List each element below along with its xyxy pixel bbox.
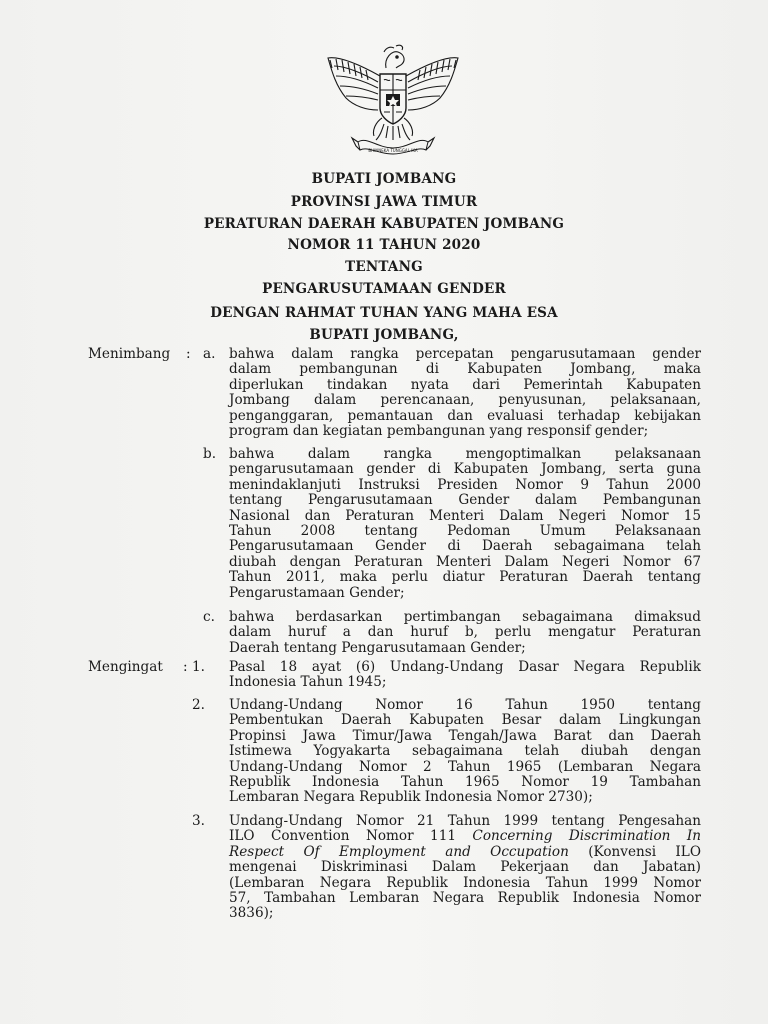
text-line: Undang-Undang Nomor 2 Tahun 1965 (Lembaran Negara: [229, 758, 701, 775]
mengingat-colon: :: [183, 659, 188, 675]
header-regulation-number: NOMOR 11 TAHUN 2020: [287, 237, 481, 253]
menimbang-item-b-text: [229, 447, 701, 601]
header-regent-salutation: BUPATI JOMBANG,: [309, 327, 459, 343]
mengingat-item-2-marker: 2.: [192, 697, 205, 713]
text-line: tentang Pengarusutamaan Gender dalam Pembangunan: [229, 492, 701, 509]
mengingat-label: Mengingat: [88, 659, 163, 675]
emblem-motto: BHINNEKA TUNGGAL IKA: [368, 148, 418, 154]
text-line: diperlukan tindakan nyata dari Pemerintah Kabupaten: [229, 376, 701, 393]
text-line: Republik Indonesia Tahun 1965 Nomor 19 Tambahan: [229, 774, 701, 791]
text-line: Undang-Undang Nomor 16 Tahun 1950 tentang: [229, 697, 701, 713]
text-line: Pasal 18 ayat (6) Undang-Undang Dasar Negara Republik: [229, 659, 701, 675]
header-regulation-title: PERATURAN DAERAH KABUPATEN JOMBANG: [203, 216, 565, 232]
text-line: Propinsi Jawa Timur/Jawa Tengah/Jawa Barat dan Daerah: [229, 727, 701, 744]
text-line: Pembentukan Daerah Kabupaten Besar dalam Lingkungan: [229, 712, 701, 729]
garuda-pancasila-emblem-icon: [322, 38, 464, 156]
menimbang-item-a-text: [229, 347, 701, 439]
text-line: [229, 845, 701, 860]
mengingat-item-2-text: [229, 698, 701, 806]
menimbang-label: Menimbang: [88, 346, 171, 362]
header-subject: PENGARUSUTAMAAN GENDER: [262, 281, 506, 297]
text-line: [229, 829, 701, 844]
text-line: dalam huruf a dan huruf b, perlu mengatur Peraturan: [229, 624, 701, 641]
mengingat-item-1-marker: 1.: [192, 659, 205, 675]
text-segment: (Konvensi ILO: [568, 843, 701, 860]
text-line: mengenai Diskriminasi Dalam Pekerjaan dan Jabatan): [229, 859, 701, 876]
text-line: Pengarusutamaan Gender di Daerah sebagaimana telah: [229, 538, 701, 555]
text-line: menindaklanjuti Instruksi Presiden Nomor 9 Tahun 2000: [229, 476, 701, 493]
text-line: bahwa dalam rangka mengoptimalkan pelaksanaan: [229, 446, 701, 462]
menimbang-item-c-marker: c.: [203, 609, 215, 625]
text-line: bahwa berdasarkan pertimbangan sebagaimana dimaksud: [229, 609, 701, 625]
text-line: Tahun 2011, maka perlu diatur Peraturan Daerah tentang: [229, 569, 701, 586]
text-line: Indonesia Tahun 1945;: [229, 674, 387, 691]
text-line: program dan kegiatan pembangunan yang responsif gender;: [229, 423, 649, 440]
text-line: Daerah tentang Pengarusutamaan Gender;: [229, 639, 526, 656]
menimbang-colon: :: [186, 346, 191, 362]
text-line: (Lembaran Negara Republik Indonesia Tahun 1999 Nomor: [229, 874, 701, 891]
mengingat-item-3-text: [229, 814, 701, 922]
text-line: bahwa dalam rangka percepatan pengarusutamaan gender: [229, 346, 701, 362]
header-about: TENTANG: [345, 259, 423, 275]
menimbang-item-c-text: [229, 610, 701, 656]
mengingat-item-1-text: [229, 660, 701, 691]
text-line: Pengarustamaan Gender;: [229, 584, 405, 601]
menimbang-item-b-marker: b.: [203, 446, 217, 462]
text-line: dalam pembangunan di Kabupaten Jombang, maka: [229, 361, 701, 378]
italic-segment: Concerning Discrimination In: [472, 828, 701, 845]
menimbang-item-a-marker: a.: [203, 346, 216, 362]
italic-segment: Respect Of Employment and Occupation: [229, 843, 569, 860]
text-line: Jombang dalam perencanaan, penyusunan, pelaksanaan,: [229, 392, 701, 409]
header-province: PROVINSI JAWA TIMUR: [290, 194, 478, 210]
text-line: Nasional dan Peraturan Menteri Dalam Negeri Nomor 15: [229, 507, 701, 524]
text-line: Tahun 2008 tentang Pedoman Umum Pelaksanaan: [229, 523, 701, 540]
header-invocation: DENGAN RAHMAT TUHAN YANG MAHA ESA: [210, 305, 558, 321]
text-line: diubah dengan Peraturan Menteri Dalam Negeri Nomor 67: [229, 553, 701, 570]
mengingat-item-3-marker: 3.: [192, 813, 205, 829]
text-line: 3836);: [229, 905, 274, 922]
text-line: penganggaran, pemantauan dan evaluasi terhadap kebijakan: [229, 407, 701, 424]
text-line: Istimewa Yogyakarta sebagaimana telah diubah dengan: [229, 743, 701, 760]
header-regent-title: BUPATI JOMBANG: [311, 171, 457, 187]
text-line: Undang-Undang Nomor 21 Tahun 1999 tentang Pengesahan: [229, 813, 701, 829]
text-line: Lembaran Negara Republik Indonesia Nomor 2730);: [229, 789, 593, 806]
text-segment: ILO Convention Nomor 111: [229, 828, 473, 845]
text-line: pengarusutamaan gender di Kabupaten Jombang, serta guna: [229, 461, 701, 478]
text-line: 57, Tambahan Lembaran Negara Republik Indonesia Nomor: [229, 890, 701, 907]
